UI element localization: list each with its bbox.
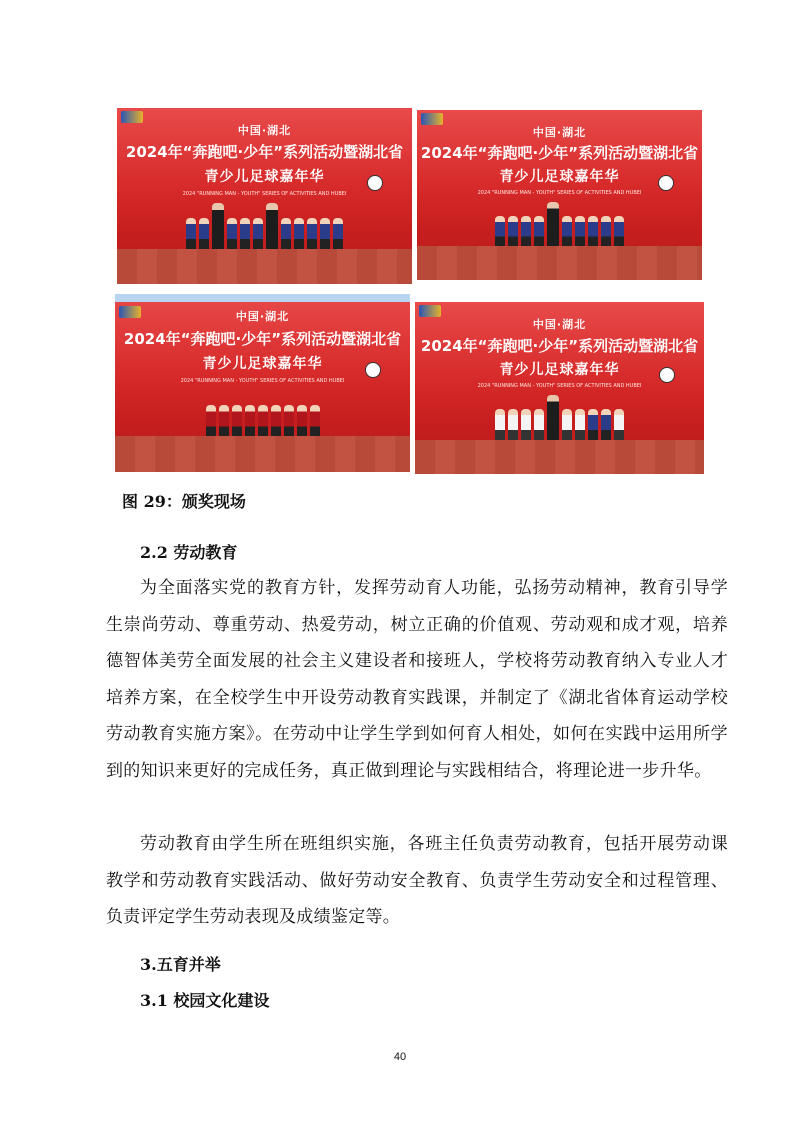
football-icon xyxy=(365,362,381,378)
page-number: 40 xyxy=(393,1051,407,1063)
player-figure xyxy=(521,409,531,443)
player-figure xyxy=(588,216,598,249)
sky xyxy=(115,294,410,302)
player-figure xyxy=(588,409,598,443)
player-figure xyxy=(534,409,544,443)
team-group xyxy=(463,202,657,250)
player-figure xyxy=(206,405,216,440)
banner-location: 中国·湖北 xyxy=(237,124,292,138)
coach-figure xyxy=(266,203,278,252)
banner-location: 中国·湖北 xyxy=(532,125,587,139)
player-figure xyxy=(333,218,343,252)
player-figure xyxy=(495,409,505,443)
player-figure xyxy=(495,216,505,249)
section-heading-3: 3.五育并举 xyxy=(140,955,221,974)
coach-figure xyxy=(547,395,559,443)
paragraph: 为全面落实党的教育方针，发挥劳动育人功能，弘扬劳动精神，教育引导学生崇尚劳动、尊重劳动、热爱劳动，树立正确的价值观、劳动观和成才观，培养德智体美劳全面发展的社会主义建设者和接班人，学校将劳动教育纳入专业人才培养方案，在全校学生中开设劳动教育实践课，并制定了《湖北省体育运动学校劳动教育实施方案》。在劳动中让学生学到如何育人相处，如何在实践中运用所学到的知识来更好的完成任务，真正做到理论与实践相结合，将理论进一步升华。 xyxy=(106,578,728,781)
banner-title: 2024年“奔跑吧·少年”系列活动暨湖北省 xyxy=(420,336,699,355)
football-icon xyxy=(367,175,383,191)
player-figure xyxy=(508,409,518,443)
football-icon xyxy=(658,175,674,191)
banner-english: 2024 "RUNNING MAN - YOUTH" SERIES OF ACTIVITIES AND HUBEI xyxy=(477,189,642,196)
section-heading-3-1: 3.1 校园文化建设 xyxy=(140,991,270,1010)
player-figure xyxy=(219,405,229,440)
player-figure xyxy=(521,216,531,249)
team-group xyxy=(461,395,658,443)
player-figure xyxy=(534,216,544,249)
player-figure xyxy=(297,405,307,440)
banner-english: 2024 "RUNNING MAN - YOUTH" SERIES OF ACTIVITIES AND HUBEI xyxy=(182,190,347,197)
player-figure xyxy=(320,218,330,252)
player-figure xyxy=(310,405,320,440)
banner-title: 2024年“奔跑吧·少年”系列活动暨湖北省 xyxy=(420,144,699,163)
player-figure xyxy=(575,216,585,249)
award-photo-2 xyxy=(417,110,702,280)
banner-subtitle: 青少儿足球嘉年华 xyxy=(204,169,325,186)
banner-subtitle: 青少儿足球嘉年华 xyxy=(499,361,620,378)
player-figure xyxy=(232,405,242,440)
player-figure xyxy=(307,218,317,252)
banner-english: 2024 "RUNNING MAN - YOUTH" SERIES OF ACTIVITIES AND HUBEI xyxy=(180,377,345,384)
player-figure xyxy=(227,218,237,252)
player-figure xyxy=(508,216,518,249)
banner-location: 中国·湖北 xyxy=(532,317,587,331)
team-group xyxy=(162,390,363,440)
banner-title: 2024年“奔跑吧·少年”系列活动暨湖北省 xyxy=(125,143,404,162)
field-ground xyxy=(115,436,410,472)
banner-subtitle: 青少儿足球嘉年华 xyxy=(499,169,620,186)
player-figure xyxy=(562,216,572,249)
banner-location: 中国·湖北 xyxy=(235,310,290,324)
player-figure xyxy=(253,218,263,252)
player-figure xyxy=(294,218,304,252)
player-figure xyxy=(240,218,250,252)
player-figure xyxy=(601,409,611,443)
player-figure xyxy=(562,409,572,443)
section-heading-2-2: 2.2 劳动教育 xyxy=(140,543,238,562)
player-figure xyxy=(245,405,255,440)
coach-figure xyxy=(212,203,224,252)
banner-subtitle: 青少儿足球嘉年华 xyxy=(202,355,323,372)
banner-title: 2024年“奔跑吧·少年”系列活动暨湖北省 xyxy=(123,329,402,348)
award-photo-3 xyxy=(115,294,410,472)
player-figure xyxy=(186,218,196,252)
football-icon xyxy=(659,367,675,383)
coach-figure xyxy=(547,202,559,250)
player-figure xyxy=(575,409,585,443)
player-figure xyxy=(281,218,291,252)
team-group xyxy=(164,203,365,252)
player-figure xyxy=(199,218,209,252)
field-ground xyxy=(415,440,704,474)
award-photo-4 xyxy=(415,302,704,474)
figure-caption: 图 29：颁奖现场 xyxy=(122,492,246,511)
field-ground xyxy=(417,246,702,280)
field-ground xyxy=(117,249,412,284)
player-figure xyxy=(284,405,294,440)
player-figure xyxy=(258,405,268,440)
player-figure xyxy=(271,405,281,440)
player-figure xyxy=(614,409,624,443)
player-figure xyxy=(601,216,611,249)
paragraph: 劳动教育由学生所在班组织实施，各班主任负责劳动教育，包括开展劳动课教学和劳动教育实践活动、做好劳动安全教育、负责学生劳动安全和过程管理、负责评定学生劳动表现及成绩鉴定等。 xyxy=(106,834,728,928)
award-photo-1 xyxy=(117,108,412,284)
player-figure xyxy=(614,216,624,249)
banner-english: 2024 "RUNNING MAN - YOUTH" SERIES OF ACTIVITIES AND HUBEI xyxy=(477,382,642,389)
